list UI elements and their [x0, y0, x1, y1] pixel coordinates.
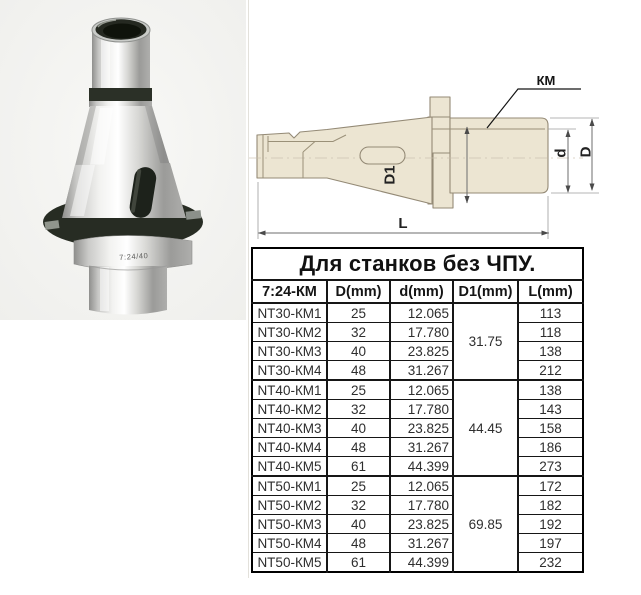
cell-d: 23.825 [390, 419, 453, 438]
table-title: Для станков без ЧПУ. [252, 248, 583, 280]
cell-D: 40 [327, 342, 390, 361]
cell-D: 48 [327, 361, 390, 381]
table-row [252, 342, 583, 361]
cell-model: NT50-КМ4 [252, 534, 327, 553]
cell-model: NT30-КМ2 [252, 323, 327, 342]
cell-d: 31.267 [390, 438, 453, 457]
col-header-model: 7:24-КМ [252, 280, 327, 303]
section-divider [248, 0, 249, 578]
cell-d: 17.780 [390, 400, 453, 419]
dimension-drawing [245, 0, 641, 245]
nose-and-cone [257, 117, 432, 204]
label-D-upper: D [577, 146, 595, 158]
drive-tab [430, 97, 450, 118]
cell-L: 138 [518, 380, 583, 400]
cell-L: 192 [518, 515, 583, 534]
cell-d: 44.399 [390, 457, 453, 477]
slot-outline [360, 147, 405, 164]
table-row [252, 400, 583, 419]
cell-model: NT50-КМ3 [252, 515, 327, 534]
cell-model: NT40-КМ5 [252, 457, 327, 477]
cell-d: 31.267 [390, 534, 453, 553]
table-row [252, 534, 583, 553]
cell-d: 17.780 [390, 496, 453, 515]
cell-D: 32 [327, 323, 390, 342]
cell-d: 23.825 [390, 515, 453, 534]
col-header-L: L(mm) [518, 280, 583, 303]
cell-D: 25 [327, 380, 390, 400]
table-row [252, 496, 583, 515]
cell-L: 186 [518, 438, 583, 457]
cell-D: 61 [327, 553, 390, 573]
cell-D1: 31.75 [453, 303, 518, 380]
cell-D1: 69.85 [453, 476, 518, 572]
cell-d: 12.065 [390, 380, 453, 400]
table-row [252, 515, 583, 534]
cell-model: NT30-КМ3 [252, 342, 327, 361]
cell-d: 12.065 [390, 303, 453, 323]
cell-L: 113 [518, 303, 583, 323]
table-row [252, 438, 583, 457]
flange-engraving: 7:24/40 [118, 250, 149, 263]
cell-model: NT30-КМ1 [252, 303, 327, 323]
label-L: L [398, 215, 408, 232]
cell-d: 31.267 [390, 361, 453, 381]
table-row [252, 361, 583, 381]
cell-L: 232 [518, 553, 583, 573]
cell-d: 44.399 [390, 553, 453, 573]
cell-model: NT30-КМ4 [252, 361, 327, 381]
table-row [252, 380, 583, 400]
tool-holder-photo-art [0, 0, 246, 320]
cell-D: 40 [327, 515, 390, 534]
col-header-D1: D1(mm) [453, 280, 518, 303]
ring-groove [89, 88, 152, 102]
cell-D: 32 [327, 496, 390, 515]
cell-D: 48 [327, 534, 390, 553]
cell-d: 23.825 [390, 342, 453, 361]
table-row [252, 323, 583, 342]
cell-D: 40 [327, 419, 390, 438]
cell-model: NT50-КМ2 [252, 496, 327, 515]
cell-L: 273 [518, 457, 583, 477]
table-row [252, 476, 583, 496]
cell-D: 61 [327, 457, 390, 477]
cell-L: 197 [518, 534, 583, 553]
cell-D: 48 [327, 438, 390, 457]
table-row [252, 303, 583, 323]
cell-model: NT40-КМ4 [252, 438, 327, 457]
cell-model: NT40-КМ1 [252, 380, 327, 400]
cell-L: 172 [518, 476, 583, 496]
spec-table [251, 247, 584, 573]
spec-table-body [252, 303, 583, 572]
cell-model: NT40-КМ3 [252, 419, 327, 438]
product-photo [0, 0, 246, 320]
cell-L: 143 [518, 400, 583, 419]
cell-L: 138 [518, 342, 583, 361]
cell-d: 12.065 [390, 476, 453, 496]
cell-model: NT40-КМ2 [252, 400, 327, 419]
table-title-row [252, 248, 583, 280]
col-header-D: D(mm) [327, 280, 390, 303]
table-row [252, 553, 583, 573]
cell-D: 32 [327, 400, 390, 419]
cell-model: NT50-КМ5 [252, 553, 327, 573]
technical-drawing [245, 0, 641, 245]
table-row [252, 457, 583, 477]
table-header-row [252, 280, 583, 303]
label-d: d [552, 148, 570, 158]
cell-L: 182 [518, 496, 583, 515]
cell-D: 25 [327, 303, 390, 323]
cell-model: NT50-КМ1 [252, 476, 327, 496]
col-header-d: d(mm) [390, 280, 453, 303]
cell-D1: 44.45 [453, 380, 518, 476]
label-km: КМ [536, 73, 556, 88]
table-row [252, 419, 583, 438]
cell-d: 17.780 [390, 323, 453, 342]
cell-D: 25 [327, 476, 390, 496]
spec-table-wrap [251, 247, 584, 573]
cell-L: 158 [518, 419, 583, 438]
cell-L: 212 [518, 361, 583, 381]
cell-L: 118 [518, 323, 583, 342]
label-d1: D1 [381, 165, 399, 185]
